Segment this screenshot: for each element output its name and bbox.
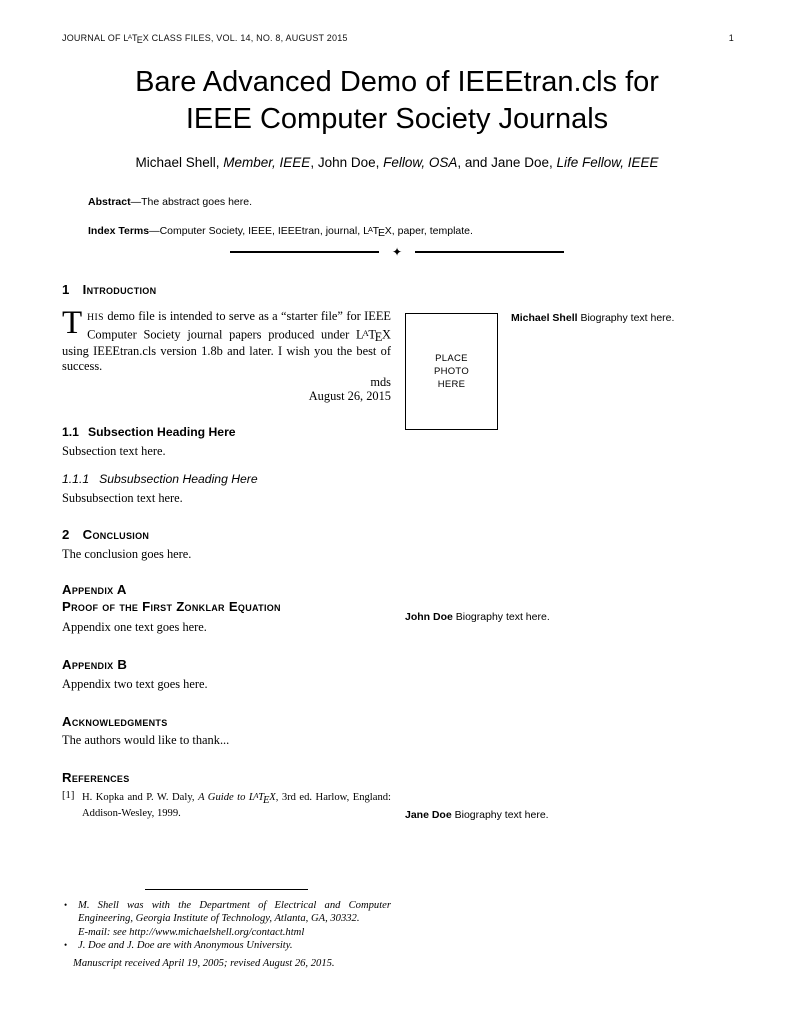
footnote-rule [145, 889, 308, 890]
diamond-icon: ✦ [391, 245, 403, 259]
intro-paragraph: THIS demo file is intended to serve as a “starter file” for IEEE Computer Society journal papers produced under LATEX using IEEEtran.cls version 1.8b and later. I wish you the best of success. [62, 305, 391, 373]
references-label: References [62, 770, 130, 786]
subsection-title: Subsection Heading Here [87, 424, 236, 439]
appendix-b-label: Appendix B [62, 657, 128, 673]
conclusion-text: The conclusion goes here. [62, 546, 192, 561]
biography-name: Jane Doe [405, 809, 452, 821]
signoff-date: August 26, 2015 [308, 389, 391, 404]
biography-text: Biography text here. [451, 809, 549, 821]
index-terms [88, 223, 728, 240]
drop-cap: T [62, 305, 83, 341]
section-divider [0, 245, 794, 259]
subsubsection-text: Subsubsection text here. [62, 491, 183, 506]
biography-john-doe [405, 611, 733, 624]
signoff-block [62, 375, 391, 404]
index-terms-text: —Computer Society, IEEE, IEEEtran, journal, LATEX, paper, template. [149, 225, 473, 240]
footnote-text: M. Shell was with the Department of Electrical and Computer Engineering, Georgia Institute of Technology, Atlanta, GA, 30332. E-mail: see http://www.michaelshell.org/contact.html [78, 900, 391, 938]
photo-line2: PHOTO [433, 366, 470, 377]
subsubsection-title: Subsubsection Heading Here [99, 472, 258, 487]
divider-rule-left [230, 251, 379, 252]
abstract-text: —The abstract goes here. [130, 196, 253, 208]
acknowledgments-heading [62, 713, 391, 730]
bullet-icon: • [64, 939, 68, 950]
biography-name: John Doe [405, 611, 453, 623]
subsubsection-number: 1.1.1 [62, 472, 90, 487]
appendix-b-text: Appendix two text goes here. [62, 677, 208, 692]
subsubsection-heading [62, 472, 391, 487]
section-title: Introduction [82, 282, 157, 297]
acknowledgments-text: The authors would like to thank... [62, 732, 230, 747]
manuscript-received-line: Manuscript received April 19, 2005; revised August 26, 2015. [73, 958, 335, 969]
reference-text: H. Kopka and P. W. Daly, A Guide to LATEX, 3rd ed. Harlow, England: Addison-Wesley, 1999. [82, 791, 391, 819]
biography-jane-doe [405, 809, 733, 822]
section-heading-conclusion [62, 526, 391, 543]
left-column [62, 277, 391, 820]
reference-item [62, 789, 391, 820]
references-heading [62, 769, 391, 786]
appendix-a-heading [62, 581, 391, 615]
section-title: Conclusion [82, 526, 150, 542]
running-header [62, 33, 734, 45]
biography-name: Michael Shell [511, 312, 578, 324]
abstract-label: Abstract [88, 196, 131, 208]
appendix-b-heading [62, 656, 391, 673]
appendix-a-title: Proof of the First Zonklar Equation [62, 599, 281, 615]
biography-michael-shell [511, 312, 733, 325]
subsection-text: Subsection text here. [62, 443, 166, 458]
reference-number: [1] [62, 790, 75, 802]
photo-line3: HERE [437, 379, 466, 390]
author-line: Michael Shell, Member, IEEE, John Doe, Fellow, OSA, and Jane Doe, Life Fellow, IEEE [135, 155, 659, 170]
acknowledgments-label: Acknowledgments [62, 713, 168, 729]
footnote-items [62, 899, 391, 952]
appendix-a-label: Appendix A [62, 582, 127, 598]
paper-title [0, 64, 794, 138]
bullet-icon: • [64, 900, 68, 911]
paper-title-line2: IEEE Computer Society Journals [185, 103, 609, 135]
footnote-item [62, 899, 391, 939]
appendix-a-text: Appendix one text goes here. [62, 620, 207, 635]
biography-text: Biography text here. [577, 312, 675, 324]
footnote-text: J. Doe and J. Doe are with Anonymous University. [78, 939, 293, 951]
divider-rule-right [415, 251, 564, 252]
section-number: 2 [62, 526, 70, 542]
photo-line1: PLACE [435, 353, 468, 364]
footnote-item [62, 939, 391, 952]
section-number: 1 [62, 282, 70, 297]
photo-placeholder-text [434, 352, 469, 391]
biography-text: Biography text here. [452, 611, 550, 623]
index-terms-label: Index Terms [88, 225, 150, 238]
paper-title-line1: Bare Advanced Demo of IEEEtran.cls for [135, 66, 659, 98]
page-number: 1 [728, 33, 734, 43]
subsection-number: 1.1 [62, 424, 79, 439]
photo-placeholder-box [405, 313, 498, 430]
reference-list [62, 789, 391, 820]
signoff-initials: mds [370, 374, 391, 389]
footnote-block [62, 889, 391, 969]
journal-name: JOURNAL OF LATEX CLASS FILES, VOL. 14, NO. 8, AUGUST 2015 [62, 33, 348, 45]
abstract [88, 196, 728, 209]
section-heading-introduction [62, 281, 391, 298]
subsection-heading [62, 425, 391, 440]
